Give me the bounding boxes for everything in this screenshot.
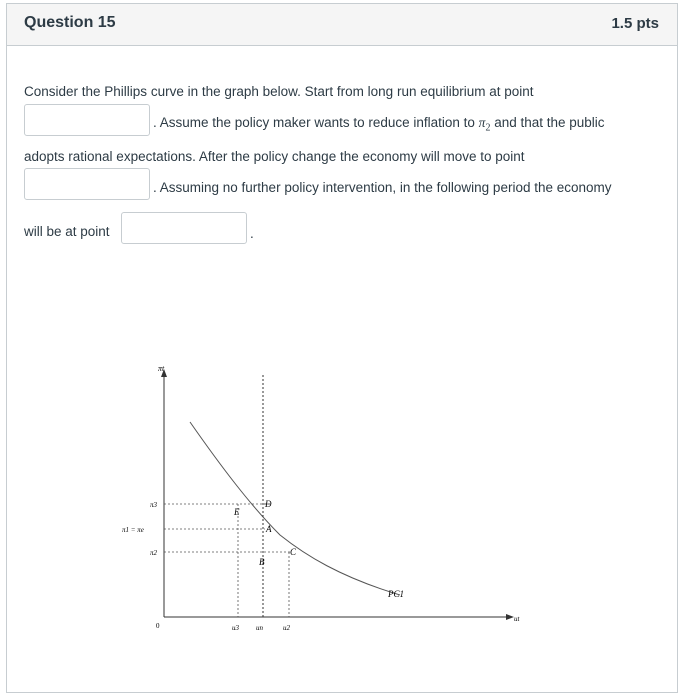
u2-label: u2 — [283, 624, 290, 632]
prompt-line-4: . Assuming no further policy intervention, in the following period the economy — [153, 180, 612, 195]
un-label: un — [256, 624, 263, 632]
pi-symbol: π — [478, 115, 486, 130]
point-D-label: D — [265, 499, 272, 509]
answer-blank-2[interactable] — [24, 168, 150, 200]
question-header — [7, 4, 677, 46]
pi1-label: π1 = πe — [122, 526, 144, 534]
point-C-label: C — [290, 547, 297, 557]
pi2-label: π2 — [150, 549, 158, 557]
x-axis-arrow — [506, 614, 514, 620]
prompt-line-1: Consider the Phillips curve in the graph below. Start from long run equilibrium at point — [24, 84, 534, 99]
y-axis-label: πt — [158, 364, 165, 373]
point-A-label: A — [266, 524, 272, 534]
question-title: Question 15 — [24, 14, 116, 31]
question-points: 1.5 pts — [611, 15, 659, 32]
point-B-label: B — [259, 557, 265, 567]
pi3-label: π3 — [150, 501, 158, 509]
answer-blank-3[interactable] — [121, 212, 247, 244]
prompt-line-2 — [153, 115, 605, 134]
answer-blank-1[interactable] — [24, 104, 150, 136]
prompt-line-2-after: and that the public — [490, 115, 605, 130]
u3-label: u3 — [232, 624, 239, 632]
prompt-line-5: will be at point — [24, 224, 110, 239]
phillips-curve-graph — [100, 355, 540, 645]
prompt-line-3: adopts rational expectations. After the policy change the economy will move to point — [24, 149, 525, 164]
prompt-line-2-before: . Assume the policy maker wants to reduce inflation to — [153, 115, 479, 130]
pi-subscript: 2 — [485, 122, 491, 134]
origin-label: 0 — [156, 622, 160, 630]
curve-label: PC1 — [388, 589, 405, 599]
phillips-curve-line — [190, 422, 400, 595]
prompt-line-5-end: . — [250, 226, 254, 241]
point-E-label: E — [234, 507, 240, 517]
x-axis-label: ut — [514, 615, 520, 623]
